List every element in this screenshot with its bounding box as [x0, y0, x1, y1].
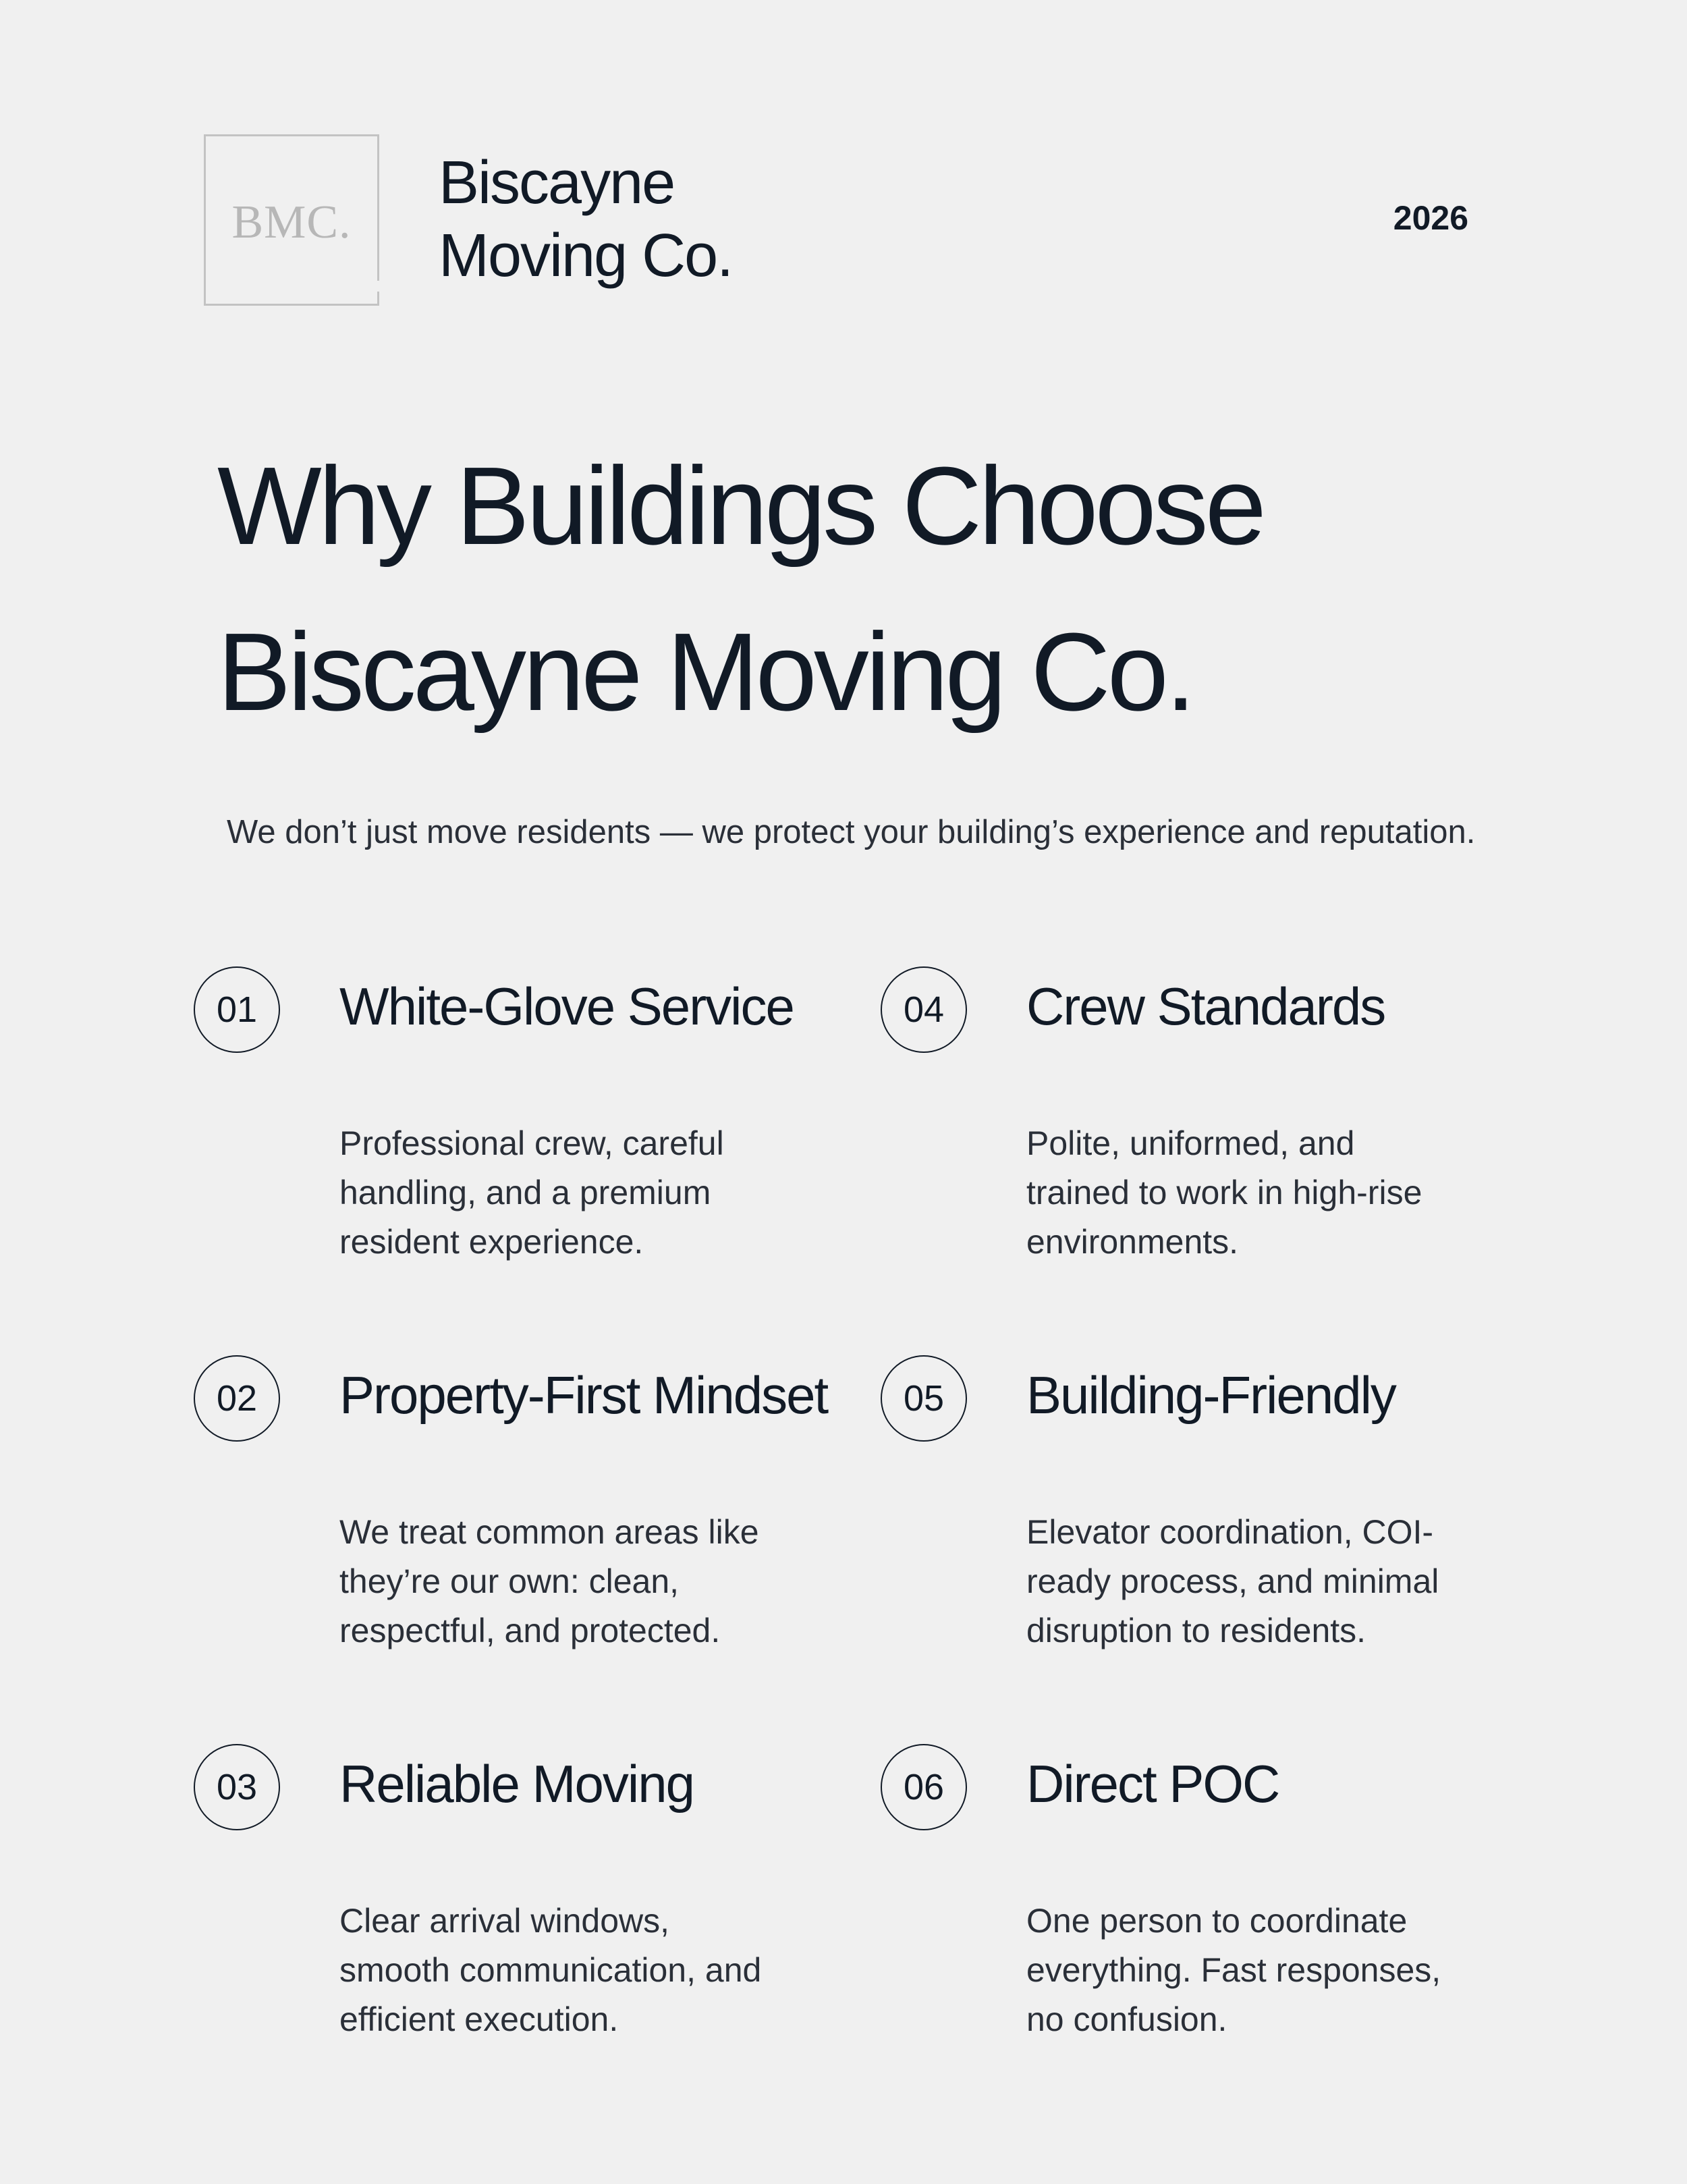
feature-description	[339, 1896, 798, 2044]
feature-title: Building-Friendly	[1026, 1365, 1395, 1425]
feature-description-line: no confusion.	[1026, 2000, 1227, 2038]
logo-mark-text: BMC.	[231, 196, 352, 248]
feature-title: White-Glove Service	[339, 977, 794, 1036]
logo-frame-gap	[373, 281, 381, 292]
page-title-line2: Biscayne Moving Co.	[217, 610, 1193, 734]
feature-title: Crew Standards	[1026, 977, 1385, 1036]
feature-number-badge: 03	[194, 1744, 280, 1830]
feature-description-line: We treat common areas like	[339, 1513, 759, 1551]
feature-description	[1026, 1896, 1485, 2044]
page-title-line1: Why Buildings Choose	[217, 444, 1263, 568]
feature-description-line: they’re our own: clean,	[339, 1562, 680, 1600]
feature-description	[339, 1508, 798, 1656]
year-label: 2026	[1393, 199, 1468, 237]
feature-description-line: efficient execution.	[339, 2000, 619, 2038]
feature-description-line: trained to work in high-rise	[1026, 1174, 1422, 1211]
feature-number-badge: 06	[881, 1744, 967, 1830]
brand-name	[439, 146, 732, 292]
feature-description-line: smooth communication, and	[339, 1951, 762, 1989]
feature-description-line: handling, and a premium	[339, 1174, 711, 1211]
feature-description-line: disruption to residents.	[1026, 1612, 1366, 1649]
feature-description	[339, 1119, 798, 1267]
feature-number-badge: 01	[194, 966, 280, 1053]
feature-description	[1026, 1508, 1485, 1656]
page-title	[217, 423, 1263, 755]
feature-description-line: Professional crew, careful	[339, 1124, 724, 1162]
feature-description-line: everything. Fast responses,	[1026, 1951, 1441, 1989]
feature-number-badge: 04	[881, 966, 967, 1053]
brand-name-line1: Biscayne	[439, 149, 675, 217]
feature-description-line: Polite, uniformed, and	[1026, 1124, 1355, 1162]
feature-description-line: environments.	[1026, 1223, 1239, 1261]
feature-description-line: One person to coordinate	[1026, 1902, 1408, 1940]
feature-title: Direct POC	[1026, 1754, 1279, 1813]
feature-description-line: ready process, and minimal	[1026, 1562, 1439, 1600]
feature-title: Property-First Mindset	[339, 1365, 828, 1425]
feature-description-line: Clear arrival windows,	[339, 1902, 670, 1940]
feature-description	[1026, 1119, 1485, 1267]
subtitle: We don’t just move residents — we protect your building’s experience and reputation.	[227, 814, 1476, 850]
feature-number-badge: 02	[194, 1355, 280, 1442]
feature-description-line: respectful, and protected.	[339, 1612, 721, 1649]
logo-mark-box	[204, 134, 379, 306]
feature-description-line: resident experience.	[339, 1223, 644, 1261]
brand-name-line2: Moving Co.	[439, 222, 733, 290]
feature-number-badge: 05	[881, 1355, 967, 1442]
feature-title: Reliable Moving	[339, 1754, 694, 1813]
feature-description-line: Elevator coordination, COI-	[1026, 1513, 1434, 1551]
